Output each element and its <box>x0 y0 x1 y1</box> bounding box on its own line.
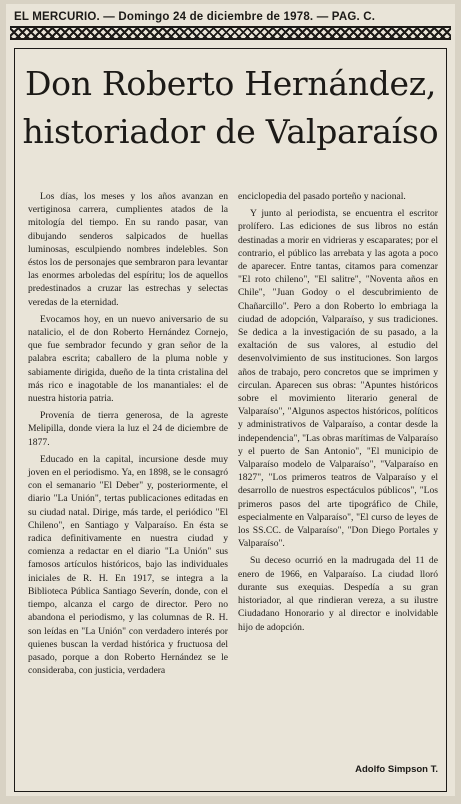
paragraph: Educado en la capital, incursione desde muy joven en el periodismo. Ya, en 1898, se le consagró con el semanario "El Deber" y, posteriormente, el diario "La Unión", tertas publicaciones editadas en su ciudad natal. Dirige, más tarde, el periódico "El Chileno", en Santiago y Valparaíso. En ésta se radica definitivamente en nuestra ciudad y comienza a redactar en el diario "La Unión" sus famosos artículos históricos, bajo las individuales iniciales de R. H. En 1917, se integra a la Biblioteca Pública Santiago Severín, donde, con el tiempo, alcanza el cargo de director. Pero no abandona el periodismo, y las columnas de R. H. son leídas en "La Unión" con verdadero interés por quienes buscan la verdad histórica y fructuosa del pasado, porque a don Roberto Hernández se le consideraba, con justicia, verdadera <box>28 453 228 677</box>
masthead: EL MERCURIO. — Domingo 24 de diciembre de 1978. — PAG. C. <box>14 11 376 23</box>
decorative-border <box>10 26 451 40</box>
author-signature: Adolfo Simpson T. <box>355 764 438 775</box>
article-headline <box>14 60 447 156</box>
paragraph: Evocamos hoy, en un nuevo aniversario de su natalicio, el de don Roberto Hernández Cornejo, que fue sembrador fecundo y gran señor de la palabra escrita; caballero de la pluma noble y sabiamente dirigida, dueño de la tinta cristalina del más rico e inagotable de los manantiales: el de nuestra historia patria. <box>28 313 228 405</box>
paragraph: Y junto al periodista, se encuentra el escritor prolífero. Las ediciones de sus libros no están destinadas a morir en vidrieras y escaparates; por el contrario, el público las arrebata y las agota a poco de aparecer. Entre tantas, citamos para comenzar "El roto chileno", "El salitre", "Noventa años en Chile", "Juan Godoy o el descubrimiento de Chañarcillo". Pero a don Roberto lo embriaga la ciudad de adopción, Valparaíso, y sus tradiciones. Se dedica a la investigación de su pasado, a la exaltación de sus valores, al estudio del desenvolvimiento de sus instituciones. Son largos años de trabajo, pero concretos que se imprimen y circulan. Aparecen sus obras: "Apuntes históricos sobre el movimiento literario general de Valparaíso", "Algunos aspectos históricos, políticos y administrativos de Valparaíso, a contar desde la independencia", "Las obras marítimas de Valparaíso y el puerto de San Antonio", "El municipio de Valparaíso modelo de Valparaíso", "Valparaíso en 1827", "Los primeros teatros de Valparaíso y el desarrollo de nuestros espectáculos públicos", "Los primeros pasos del arte tipográfico de Chile, especialmente en Valparaíso", "El curso de leyes de los SS.CC. de Valparaíso", "Don Diego Portales y Valparaíso". <box>238 208 438 550</box>
newspaper-page <box>6 4 455 796</box>
paragraph: Su deceso ocurrió en la madrugada del 11 de enero de 1966, en Valparaíso. La ciudad lloró durante sus exequias. Despedía a su gran historiador, al que rindieran vereza, a su ilustre Ciudadano Honorario y al director e inolvidable hijo de adopción. <box>238 555 438 633</box>
paragraph: Los días, los meses y los años avanzan en vertiginosa carrera, cumplientes atados de la mitología del tiempo. En su rando pasar, van dibujando senderos salpicados de huellas luminosas, esculpiendo nombres indelebles. Son éstos los de personajes que sembraron para levantar las enormes arboledas del espíritu; los de aquellos predestinados a cruzar las estrechas y selectas veredas de la eternidad. <box>28 191 228 308</box>
headline-line-1: Don Roberto Hernández, <box>24 64 437 103</box>
article-column-left <box>28 190 228 681</box>
headline-line-2: historiador de Valparaíso <box>22 112 439 151</box>
article-column-right <box>238 190 438 638</box>
paragraph: enciclopedia del pasado porteño y nacional. <box>238 191 406 202</box>
paragraph: Provenía de tierra generosa, de la agreste Melipilla, donde viera la luz el 24 de diciembre de 1877. <box>28 410 228 448</box>
